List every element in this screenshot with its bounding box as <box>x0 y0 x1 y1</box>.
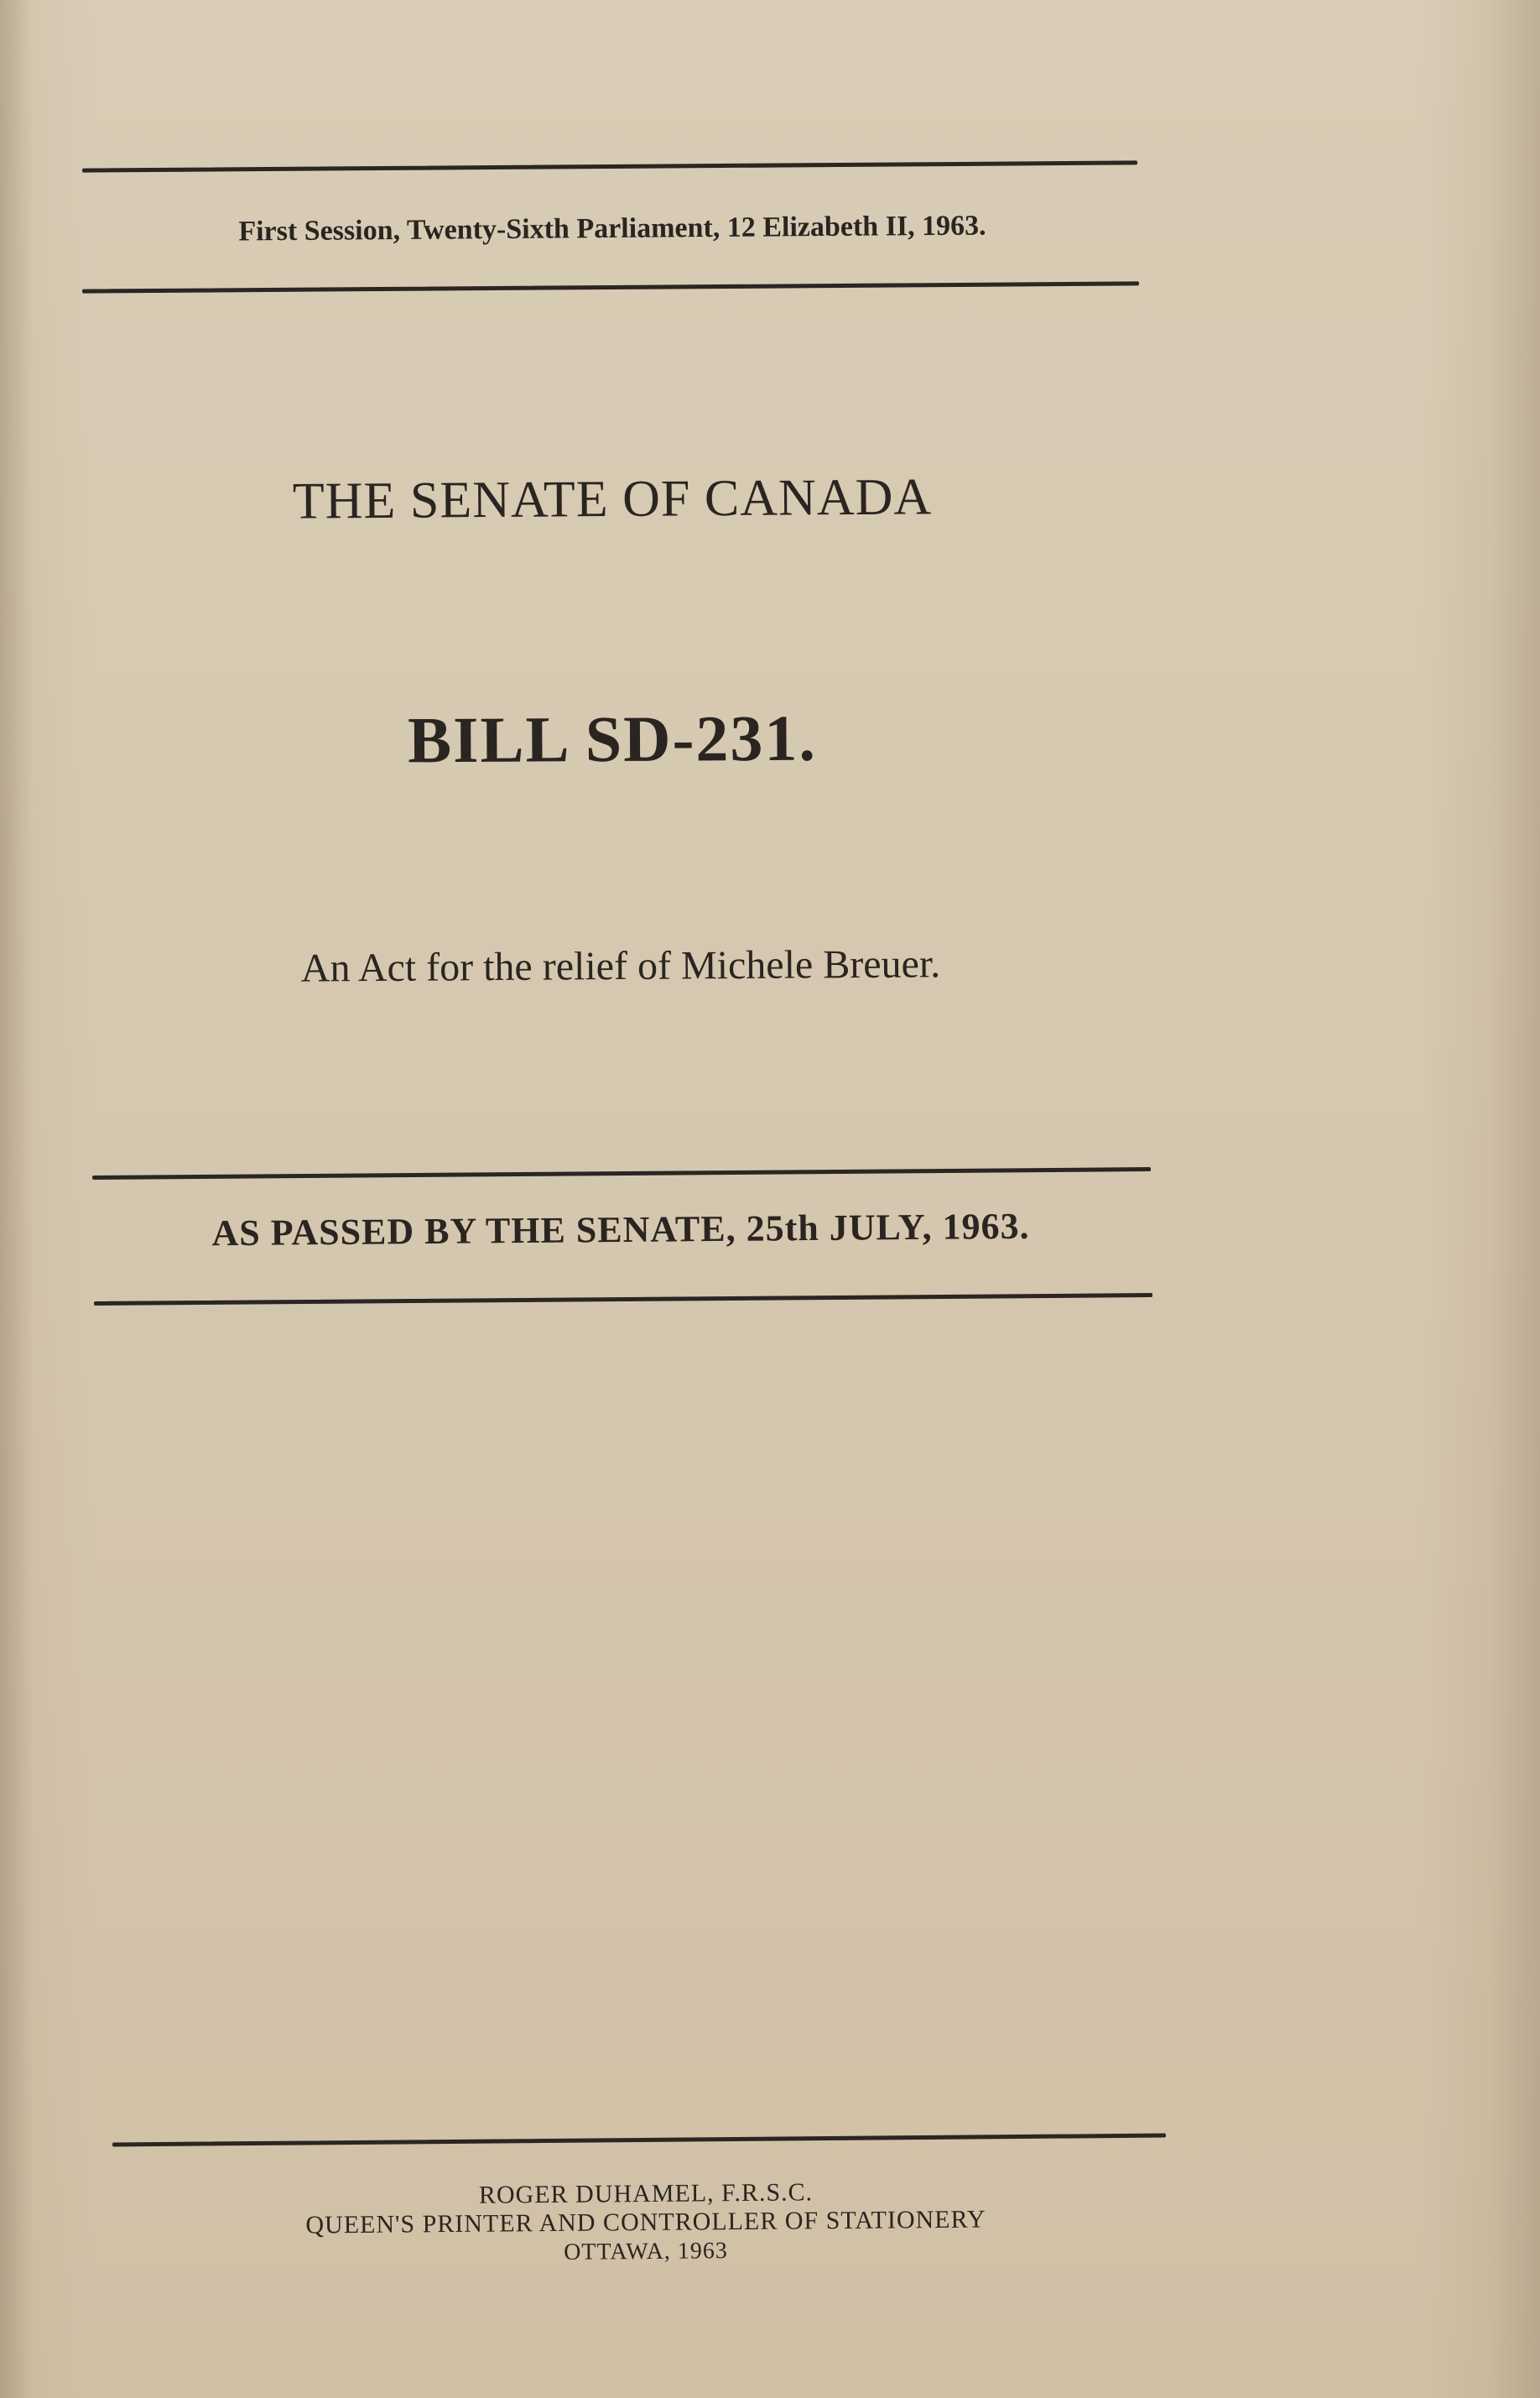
session-line: First Session, Twenty-Sixth Parliament, 12 Elizabeth II, 1963. <box>238 210 986 248</box>
bill-number: BILL SD-231. <box>407 701 818 777</box>
passed-rule-lower <box>94 1293 1152 1306</box>
top-rule-lower <box>82 281 1139 293</box>
footer-rule <box>112 2134 1166 2147</box>
passed-date-line: AS PASSED BY THE SENATE, 25th JULY, 1963. <box>211 1205 1030 1254</box>
act-title: An Act for the relief of Michele Breuer. <box>300 941 941 991</box>
printer-name: ROGER DUHAMEL, F.R.S.C. <box>478 2178 814 2209</box>
chamber-title: THE SENATE OF CANADA <box>292 468 933 530</box>
printer-place: OTTAWA, 1963 <box>564 2238 728 2265</box>
printer-title: QUEEN'S PRINTER AND CONTROLLER OF STATIONERY <box>305 2205 986 2239</box>
top-rule-upper <box>82 160 1137 172</box>
passed-rule-upper <box>92 1167 1151 1180</box>
